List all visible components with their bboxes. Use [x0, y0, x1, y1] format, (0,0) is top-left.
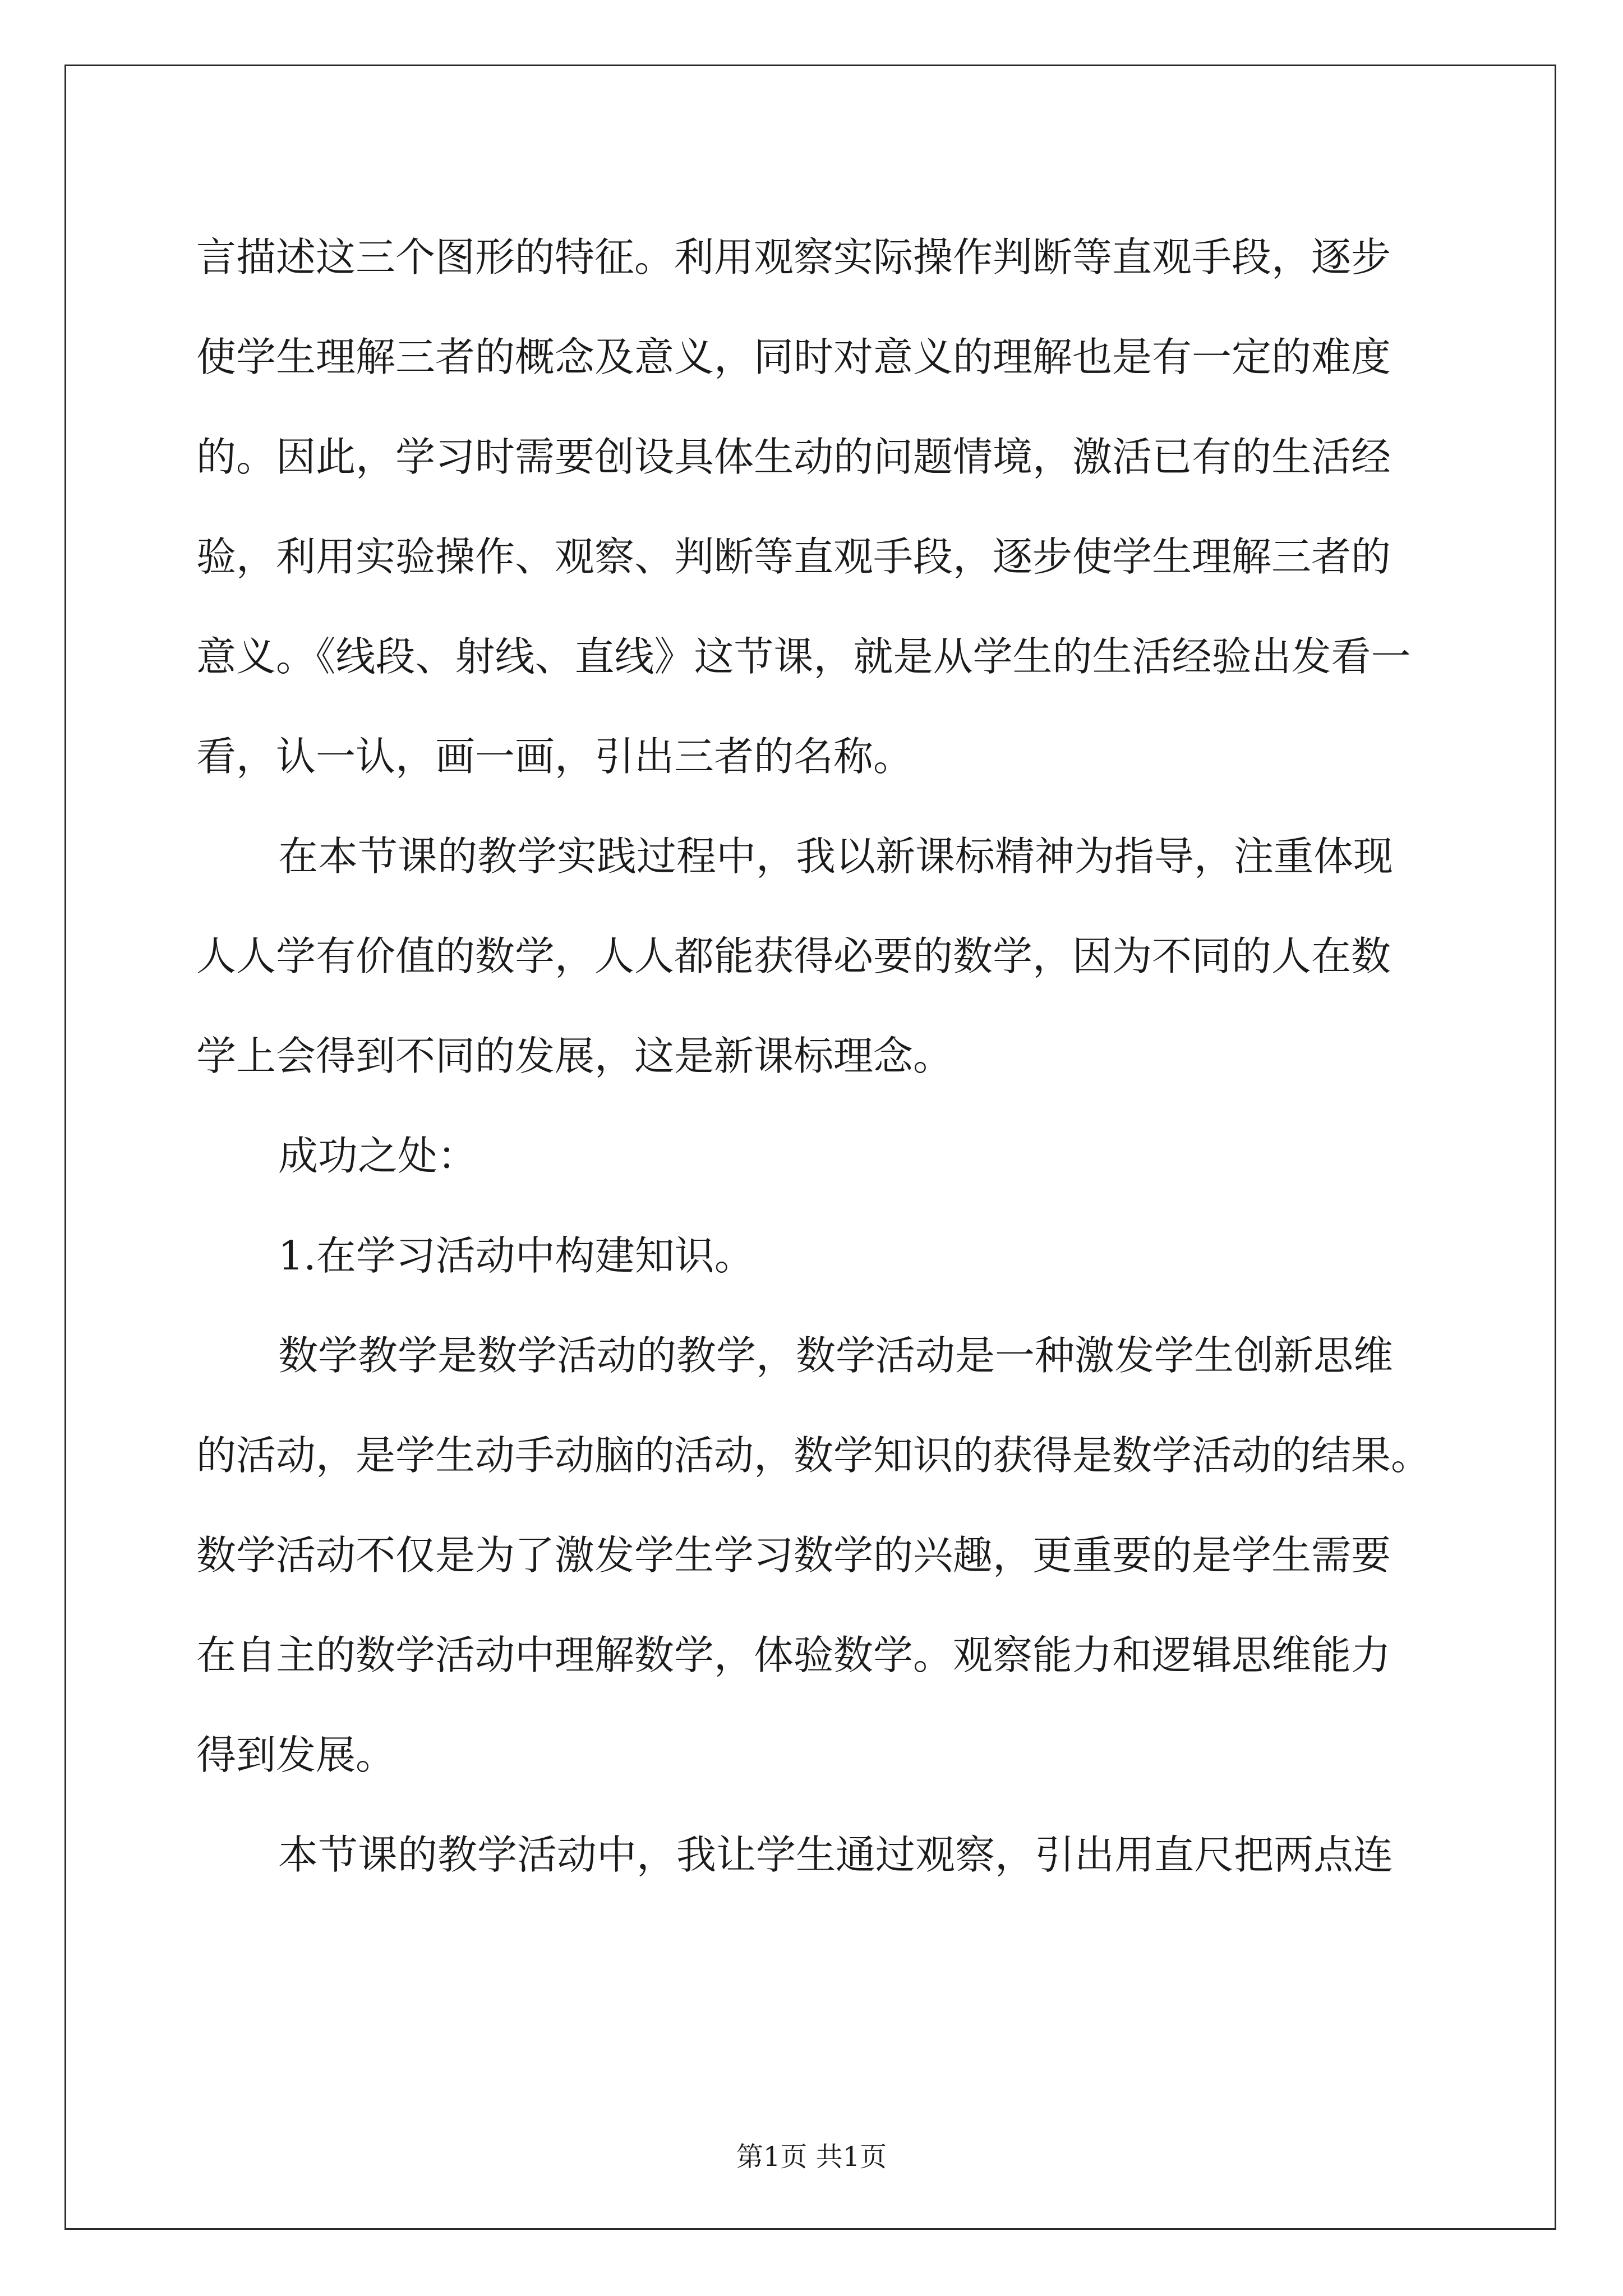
text-line: 在自主的数学活动中理解数学，体验数学。观察能力和逻辑思维能力 — [196, 1632, 1391, 1678]
text-line: 成功之处： — [278, 1133, 478, 1179]
text-line: 人人学有价值的数学，人人都能获得必要的数学，因为不同的人在数 — [196, 933, 1391, 979]
text-line: 数学教学是数学活动的教学，数学活动是一种激发学生创新思维 — [278, 1332, 1394, 1379]
text-line: 言描述这三个图形的特征。利用观察实际操作判断等直观手段，逐步 — [196, 234, 1391, 280]
text-line: 的活动，是学生动手动脑的活动，数学知识的获得是数学活动的结果。 — [196, 1432, 1431, 1479]
text-line: 验，利用实验操作、观察、判断等直观手段，逐步使学生理解三者的 — [196, 533, 1391, 580]
page-footer — [0, 2140, 1623, 2174]
document-body — [196, 208, 1469, 1905]
page-number-label: 第1页 共1页 — [736, 2141, 887, 2173]
text-line: 看，认一认，画一画，引出三者的名称。 — [196, 733, 914, 780]
text-line: 数学活动不仅是为了激发学生学习数学的兴趣，更重要的是学生需要 — [196, 1532, 1391, 1579]
text-line: 学上会得到不同的发展，这是新课标理念。 — [196, 1033, 953, 1079]
text-line: 1.在学习活动中构建知识。 — [278, 1232, 754, 1279]
text-line: 本节课的教学活动中，我让学生通过观察，引出用直尺把两点连 — [278, 1832, 1394, 1878]
text-line: 得到发展。 — [196, 1732, 396, 1778]
text-line: 在本节课的教学实践过程中，我以新课标精神为指导，注重体现 — [278, 833, 1394, 880]
text-line: 的。因此，学习时需要创设具体生动的问题情境，激活已有的生活经 — [196, 434, 1391, 480]
text-line: 意义。《线段、射线、直线》这节课，就是从学生的生活经验出发看一 — [196, 633, 1411, 680]
text-line: 使学生理解三者的概念及意义，同时对意义的理解也是有一定的难度 — [196, 334, 1391, 380]
